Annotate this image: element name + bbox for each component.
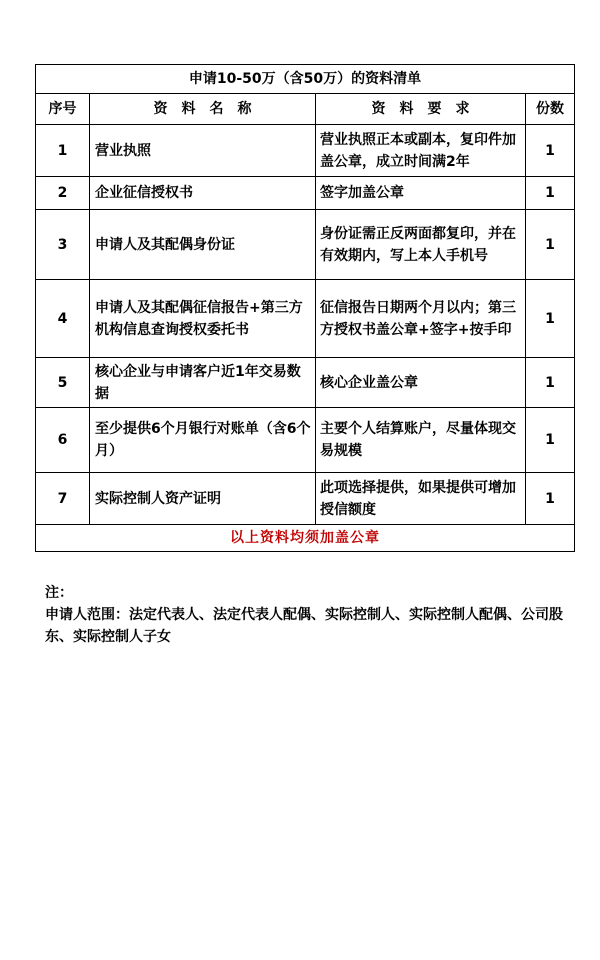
row-requirement: 此项选择提供，如果提供可增加授信额度 [316, 473, 526, 525]
notes-label: 注： [45, 585, 73, 601]
row-name: 企业征信授权书 [90, 177, 316, 210]
row-count: 1 [526, 125, 575, 177]
row-requirement: 主要个人结算账户，尽量体现交易规模 [316, 408, 526, 473]
row-no: 2 [36, 177, 90, 210]
row-name: 营业执照 [90, 125, 316, 177]
row-count: 1 [526, 177, 575, 210]
row-name: 至少提供6个月银行对账单（含6个月） [90, 408, 316, 473]
row-requirement: 征信报告日期两个月以内；第三方授权书盖公章+签字+按手印 [316, 280, 526, 358]
header-no: 序号 [36, 94, 90, 125]
row-requirement: 身份证需正反两面都复印，并在有效期内，写上本人手机号 [316, 210, 526, 280]
row-no: 3 [36, 210, 90, 280]
row-count: 1 [526, 280, 575, 358]
row-no: 1 [36, 125, 90, 177]
table-row [36, 210, 575, 280]
row-name: 实际控制人资产证明 [90, 473, 316, 525]
header-count: 份数 [526, 94, 575, 125]
notes-text: 申请人范围：法定代表人、法定代表人配偶、实际控制人、实际控制人配偶、公司股东、实际控制人子女 [45, 607, 563, 645]
row-requirement: 核心企业盖公章 [316, 358, 526, 408]
row-no: 4 [36, 280, 90, 358]
row-name: 申请人及其配偶身份证 [90, 210, 316, 280]
row-count: 1 [526, 358, 575, 408]
table-row [36, 473, 575, 525]
header-requirement: 资 料 要 求 [316, 94, 526, 125]
row-requirement: 营业执照正本或副本，复印件加盖公章，成立时间满2年 [316, 125, 526, 177]
row-no: 6 [36, 408, 90, 473]
row-count: 1 [526, 408, 575, 473]
table-row [36, 125, 575, 177]
notes-section [45, 582, 575, 648]
row-no: 5 [36, 358, 90, 408]
table-row [36, 408, 575, 473]
footer-note: 以上资料均须加盖公章 [36, 525, 575, 552]
table-row [36, 280, 575, 358]
row-requirement: 签字加盖公章 [316, 177, 526, 210]
table-row [36, 358, 575, 408]
row-no: 7 [36, 473, 90, 525]
header-name: 资 料 名 称 [90, 94, 316, 125]
row-name: 核心企业与申请客户近1年交易数据 [90, 358, 316, 408]
row-name: 申请人及其配偶征信报告+第三方机构信息查询授权委托书 [90, 280, 316, 358]
table-row [36, 177, 575, 210]
row-count: 1 [526, 473, 575, 525]
row-count: 1 [526, 210, 575, 280]
document-table [35, 64, 575, 552]
document-title: 申请10-50万（含50万）的资料清单 [36, 65, 575, 94]
